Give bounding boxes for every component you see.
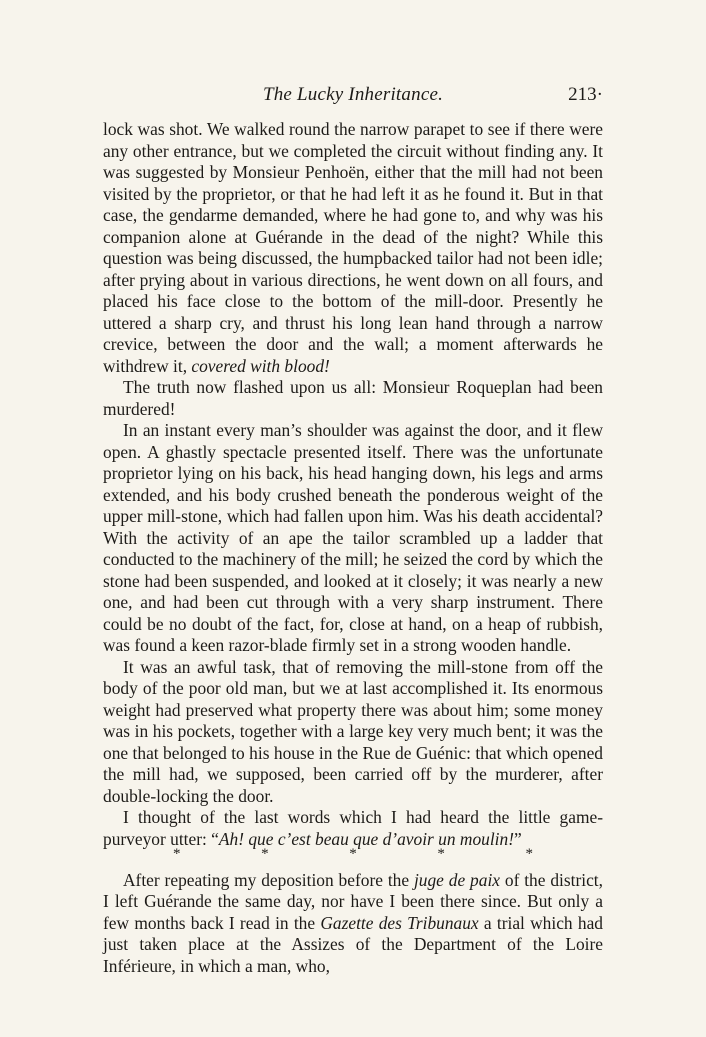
page-header [103,84,603,108]
asterism: * [437,846,445,862]
paragraph-p4 [103,657,603,808]
text-segment: In an instant every man’s shoulder was against the door, and it flew open. A ghastly spectacle presented itself. There was the unfortunate proprietor lying on his back, his head hanging down, his legs and arms extended, and his body crushed beneath the ponderous weight of the upper mill-stone, which had fallen upon him. Was his death accidental? With the activity of an ape the tailor scrambled up a ladder that conducted to the machinery of the mill; he seized the cord by which the stone had been suspended, and looked at it closely; it was nearly a new one, and had been cut through with a very sharp instrument. There could be no doubt of the fact, for, close at hand, on a heap of rubbish, was found a keen razor-blade firmly set in a strong wooden handle. [103,420,603,655]
asterism: * [261,846,269,862]
text-segment: lock was shot. We walked round the narrow parapet to see if there were any other entrance, but we completed the circuit without finding any. It was suggested by Monsieur Penhoën, either that the mill had not been visited by the proprietor, or that he had left it as he found it. But in that case, the gendarme demanded, where he had gone to, and why was his companion alone at Guérande in the dead of the night? While this question was being discussed, the humpbacked tailor had not been idle; after prying about in various directions, he went down on all fours, and placed his face close to the bottom of the mill-door. Presently he uttered a sharp cry, and thrust his long lean hand through a narrow crevice, between the door and the wall; a moment afterwards he withdrew it, [103,119,603,376]
text-segment: Ah! que c’est beau que d’avoir un moulin! [218,828,514,849]
page-number: 213· [568,84,603,105]
text-segment: The truth now flashed upon us all: Monsieur Roqueplan had been murdered! [103,377,603,419]
paragraphs-before-break [103,119,603,850]
text-segment: It was an awful task, that of removing the mill-stone from off the body of the poor old man, but we at last accomplished it. Its enormous weight had preserved what property there was about him; some money was in his pockets, together with a large key very much bent; it was the one that belonged to his house in the Rue de Guénic: that which opened the mill had, we supposed, been carried off by the murderer, after double-locking the door. [103,656,603,806]
asterism: * [349,846,357,862]
text-segment: After repeating my deposition before the [123,869,414,890]
paragraphs-after-break [103,870,603,978]
body-text [103,119,603,977]
text-segment: ” [514,828,522,849]
paragraph-p3 [103,420,603,657]
asterism: * [525,846,533,862]
paragraph-p1 [103,119,603,377]
paragraph-p2 [103,377,603,420]
section-break-asterisms [103,844,603,866]
running-title: The Lucky Inheritance. [262,84,444,105]
text-segment: a trial which had just taken place at the Assizes of the Department of the Loire Inférieure, in which a man, who, [103,912,603,976]
paragraph-p6 [103,870,603,978]
text-segment: covered with blood! [191,355,330,376]
text-segment: juge de paix [413,869,500,890]
text-segment: Gazette des Tribunaux [320,912,479,933]
asterism: * [173,846,181,862]
text-segment: I thought of the last words which I had heard the little game-purveyor utter: “ [103,807,603,849]
text-segment: of the district, I left Guérande the same day, nor have I been there since. But only a few months back I read in the [103,869,603,933]
